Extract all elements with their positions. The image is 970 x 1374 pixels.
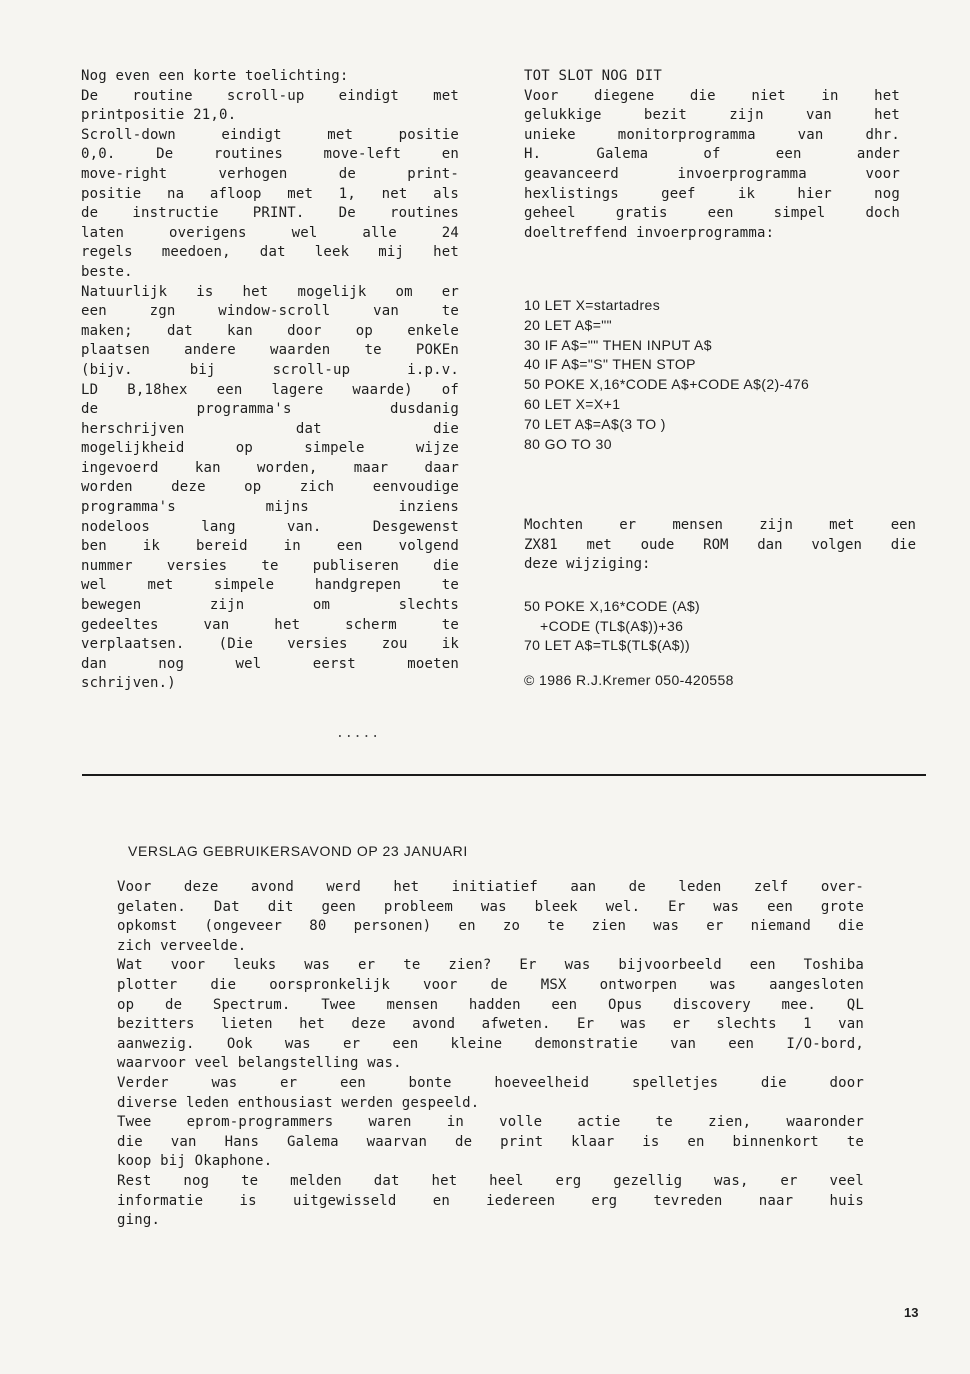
verslag-heading: VERSLAG GEBRUIKERSAVOND OP 23 JANUARI	[128, 843, 468, 859]
text-line: koop bij Okaphone.	[117, 1153, 273, 1170]
text-line: worden deze op zich eenvoudige	[81, 479, 459, 496]
text-line: de programma's dusdanig	[81, 401, 459, 418]
text-line: Nog even een korte toelichting:	[81, 68, 349, 84]
text-line: de instructie PRINT. De routines	[81, 205, 459, 222]
text-line: maken; dat kan door op enkele	[81, 322, 459, 339]
text-line: gelaten. Dat dit geen probleem was bleek wel. Er was een grote	[117, 898, 864, 915]
text-line: herschrijven dat die	[81, 420, 459, 437]
text-line: positie na afloop met 1, net als	[81, 185, 459, 202]
code-line: 40 IF A$="S" THEN STOP	[524, 356, 696, 373]
right-column-intro	[524, 67, 900, 243]
text-line: Natuurlijk is het mogelijk om er	[81, 283, 459, 300]
text-line: schrijven.)	[81, 675, 176, 692]
text-line: zich verveelde.	[117, 937, 247, 954]
text-line: dan nog wel eerst moeten	[81, 655, 459, 672]
text-line: move-right verhogen de print-	[81, 165, 459, 182]
text-line: die van Hans Galema waarvan de print klaar is en binnenkort te	[117, 1133, 864, 1150]
text-line: waarvoor veel belangstelling was.	[117, 1055, 402, 1072]
text-line: hexlistings geef ik hier nog	[524, 185, 900, 202]
text-line: (bijv. bij scroll-up i.p.v.	[81, 361, 459, 378]
text-line: op de Spectrum. Twee mensen hadden een Opus discovery mee. QL	[117, 996, 864, 1013]
text-line: nodeloos lang van. Desgewenst	[81, 518, 459, 535]
text-line: ingevoerd kan worden, maar daar	[81, 459, 459, 476]
code-line: 30 IF A$="" THEN INPUT A$	[524, 336, 712, 353]
text-line: unieke monitorprogramma van dhr.	[524, 126, 900, 143]
text-line: Voor diegene die niet in het	[524, 87, 900, 104]
zx81-modification-listing	[524, 597, 824, 656]
text-line: De routine scroll-up eindigt met	[81, 87, 459, 104]
text-line: informatie is uitgewisseld en iedereen erg tevreden naar huis	[117, 1192, 864, 1209]
text-line: laten overigens wel alle 24	[81, 224, 459, 241]
text-line: gedeeltes van het scherm te	[81, 616, 459, 633]
code-line: 70 LET A$=A$(3 TO )	[524, 415, 666, 432]
text-line: plaatsen andere waarden te POKEn	[81, 342, 459, 359]
text-line: Voor deze avond werd het initiatief aan de leden zelf over-	[117, 879, 864, 895]
text-line: aanwezig. Ook was er een kleine demonstratie van een I/O-bord,	[117, 1035, 864, 1052]
text-line: bezitters lieten het deze avond afweten. Er was er slechts 1 van	[117, 1016, 864, 1033]
page-number: 13	[904, 1305, 919, 1320]
copyright-line: © 1986 R.J.Kremer 050-420558	[524, 672, 734, 688]
text-line: mogelijkheid op simpele wijze	[81, 440, 459, 457]
left-column-text	[81, 67, 459, 694]
code-line: 80 GO TO 30	[524, 435, 612, 452]
text-line: bewegen zijn om slechts	[81, 597, 459, 614]
text-line: Mochten er mensen zijn met een	[524, 517, 916, 533]
text-line: beste.	[81, 263, 133, 280]
text-line: ben ik bereid in een volgend	[81, 538, 459, 555]
code-line: 50 POKE X,16*CODE (A$)	[524, 598, 701, 614]
text-line: printpositie 21,0.	[81, 107, 237, 124]
horizontal-divider	[82, 774, 926, 776]
text-line: een zgn window-scroll van te	[81, 303, 459, 320]
text-line: verplaatsen. (Die versies zou ik	[81, 636, 459, 653]
text-line: wel met simpele handgrepen te	[81, 577, 459, 594]
text-line: LD B,18hex een lagere waarde) of	[81, 381, 459, 398]
text-line: doeltreffend invoerprogramma:	[524, 224, 775, 241]
text-line: geheel gratis een simpel doch	[524, 205, 900, 222]
text-line: Rest nog te melden dat het heel erg gezellig was, er veel	[117, 1172, 864, 1189]
code-line: 70 LET A$=TL$(TL$(A$))	[524, 637, 691, 654]
text-line: Twee eprom-programmers waren in volle actie te zien, waaronder	[117, 1114, 864, 1131]
verslag-body	[117, 878, 864, 1231]
code-line: 20 LET A$=""	[524, 316, 613, 333]
text-line: regels meedoen, dat leek mij het	[81, 244, 459, 261]
text-line: gelukkige bezit zijn van het	[524, 107, 900, 124]
basic-program-listing	[524, 296, 944, 454]
text-line: H. Galema of een ander	[524, 146, 900, 163]
text-line: 0,0. De routines move-left en	[81, 146, 459, 163]
code-line: 10 LET X=startadres	[524, 297, 661, 313]
text-line: ging.	[117, 1212, 161, 1229]
text-line: Verder was er een bonte hoeveelheid spelletjes die door	[117, 1074, 864, 1091]
text-line: Scroll-down eindigt met positie	[81, 126, 459, 143]
text-line: plotter die oorspronkelijk voor de MSX ontworpen was aangesloten	[117, 976, 864, 993]
text-line: Wat voor leuks was er te zien? Er was bijvoorbeeld een Toshiba	[117, 957, 864, 974]
text-line: nummer versies te publiseren die	[81, 557, 459, 574]
text-line: opkomst (ongeveer 80 personen) en zo te zien was er niemand die	[117, 918, 864, 935]
text-line: diverse leden enthousiast werden gespeeld.	[117, 1094, 480, 1111]
separator-dots: .....	[336, 726, 381, 741]
code-line: 50 POKE X,16*CODE A$+CODE A$(2)-476	[524, 376, 810, 393]
text-line: geavanceerd invoerprogramma voor	[524, 165, 900, 182]
zx81-note	[524, 516, 916, 575]
code-line: 60 LET X=X+1	[524, 395, 621, 412]
text-line: programma's mijns inziens	[81, 499, 459, 516]
code-line: +CODE (TL$(A$))+36	[540, 617, 684, 634]
text-line: deze wijziging:	[524, 556, 651, 573]
text-line: TOT SLOT NOG DIT	[524, 68, 663, 84]
text-line: ZX81 met oude ROM dan volgen die	[524, 536, 916, 553]
